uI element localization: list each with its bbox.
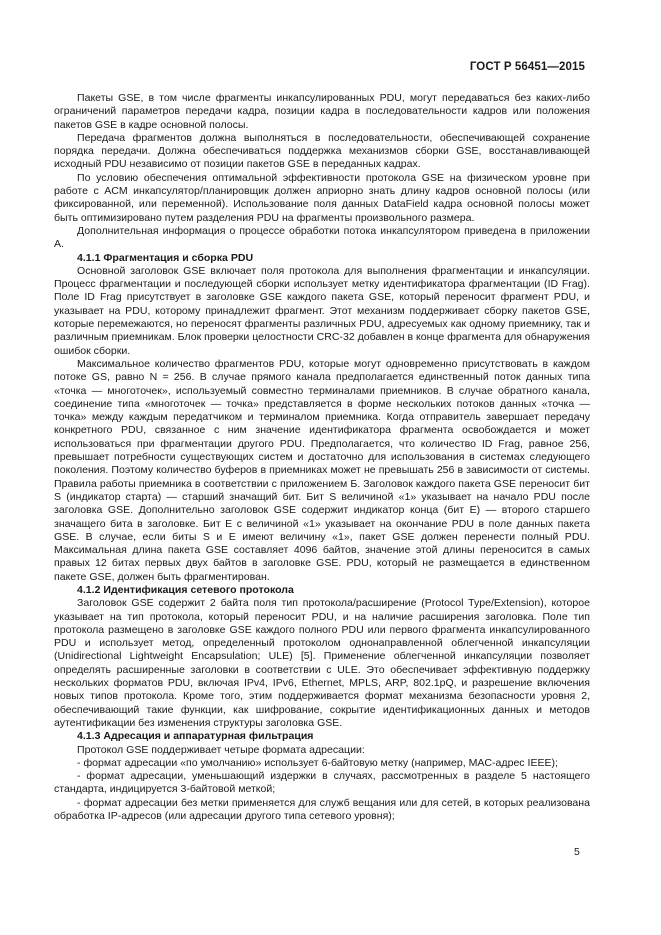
list-item: - формат адресации, уменьшающий издержки в случаях, рассмотренных в разделе 5 настоящего стандарта, индицируется 3-байтовой меткой; xyxy=(54,770,590,796)
paragraph: Передача фрагментов должна выполняться в последовательности, обеспечивающей сохранение порядка передачи. Должна обеспечиваться поддержка механизмов сборки GSE, восстанавливающей исходный PDU независимо от позиции пакетов GSE в переданных кадрах. xyxy=(54,131,590,171)
paragraph: Пакеты GSE, в том числе фрагменты инкапсулированных PDU, могут передаваться без каких-либо ограничений параметров передачи кадра, позиции кадра в последовательности кадров или положения пакетов GSE в кадре основной полосы. xyxy=(54,92,590,131)
paragraph: Дополнительная информация о процессе обработки потока инкапсулятором приведена в приложении А. xyxy=(54,224,590,251)
section-heading-4-1-3: 4.1.3 Адресация и аппаратурная фильтрация xyxy=(77,730,314,743)
section-heading-4-1-1: 4.1.1 Фрагментация и сборка PDU xyxy=(77,251,254,264)
list-item: - формат адресации «по умолчанию» использует 6-байтовую метку (например, MAC-адрес IEEE); xyxy=(77,756,558,769)
section-heading-4-1-2: 4.1.2 Идентификация сетевого протокола xyxy=(77,583,294,596)
paragraph: Максимальное количество фрагментов PDU, которые могут одновременно присутствовать в каждом потоке GS, равно N = 256. В случае прямого канала предполагается единственный поток данных типа «точка — многоточек», используемый совместно терминалами приемников. В случае обратного канала, соединение типа «многоточек — точка» представляется в форме нескольких потоков данных «точка — точка» между каждым передатчиком и терминалом приемника. Когда отправитель завершает передачу конкретного PDU, связанное с ним значение идентификатора фрагмента освобождается и может использоваться при фрагментации другого PDU. Предполагается, что количество ID Frag, равное 256, превышает потребности существующих систем и достаточно для использования в системах следующего поколения. Поэтому количество буферов в приемниках может не превышать 256 в зависимости от системы. Правила работы приемника в соответствии с приложением Б. Заголовок каждого пакета GSE переносит бит S (индикатор старта) — старший значащий бит. Бит S величиной «1» указывает на начало PDU после заголовка GSE. Дополнительно заголовок GSE содержит индикатор конца (бит E) — второго старшего значащего бита в заголовке. Бит E с величиной «1» указывает на окончание PDU в поле данных пакета GSE. В случае, если биты S и E имеют величину «1», пакет GSE должен перенести полный PDU. Максимальная длина пакета GSE составляет 4096 байтов, значение этой длины переносится в самых правых 12 битах первых двух байтов в заголовке GSE. PDU, который не размещается в единственном пакете GSE, должен быть фрагментирован. xyxy=(54,357,590,583)
page-number: 5 xyxy=(574,846,580,858)
paragraph: Основной заголовок GSE включает поля протокола для выполнения фрагментации и инкапсуляции. Процесс фрагментации и последующей сборки использует метку идентификатора фрагментации (ID Frag). Поле ID Frag присутствует в заголовке GSE каждого пакета GSE, который переносит фрагмент PDU, и указывает на PDU, которому принадлежит фрагмент. Этот механизм поддерживает сборку пакетов GSE, которые перемежаются, но переносят фрагменты различных PDU, адресуемых как одному приемнику, так и различным приемникам. Блок проверки целостности CRC-32 добавлен в конце фрагмента для обнаружения ошибок сборки. xyxy=(54,264,590,357)
paragraph: Заголовок GSE содержит 2 байта поля тип протокола/расширение (Protocol Type/Extension), которое указывает на тип протокола, который переносит PDU, и на наличие расширения заголовка. Поле тип протокола размещено в заголовке GSE каждого полного PDU или первого фрагмента инкапсулированного PDU и использует метод, определенный протоколом однонаправленной облегченной инкапсуляции (Unidirectional Lightweight Encapsulation; ULE) [5]. Применение облегченной инкапсуляции позволяет определять расширенные заголовки в соответствии с ULE. Это обеспечивает эффективную поддержку нескольких форматов PDU, включая IPv4, IPv6, Ethernet, MPLS, ARP, 802.1pQ, и разрешение включения новых типов протокола. Кроме того, этим поддерживается формат механизма безопасности уровня 2, обеспечивающий такие функции, как шифрование, сокрытие идентификационных данных и методов аутентификации без изменения структуры заголовка GSE. xyxy=(54,597,590,729)
paragraph: Протокол GSE поддерживает четыре формата адресации: xyxy=(77,743,365,756)
paragraph: По условию обеспечения оптимальной эффективности протокола GSE на физическом уровне при работе с ACM инкапсулятор/планировщик должен априорно знать длину кадров основной полосы (или фиксированной, или переменной). Использование поля данных DataField кадра основной полосы может быть оптимизировано путем разделения PDU на фрагменты произвольного размера. xyxy=(54,171,590,224)
standard-number: ГОСТ Р 56451—2015 xyxy=(469,61,585,73)
list-item: - формат адресации без метки применяется для служб вещания или для сетей, в которых реализована обработка IP-адресов (или адресации другого типа сетевого уровня); xyxy=(54,796,590,823)
main-text xyxy=(54,92,590,823)
